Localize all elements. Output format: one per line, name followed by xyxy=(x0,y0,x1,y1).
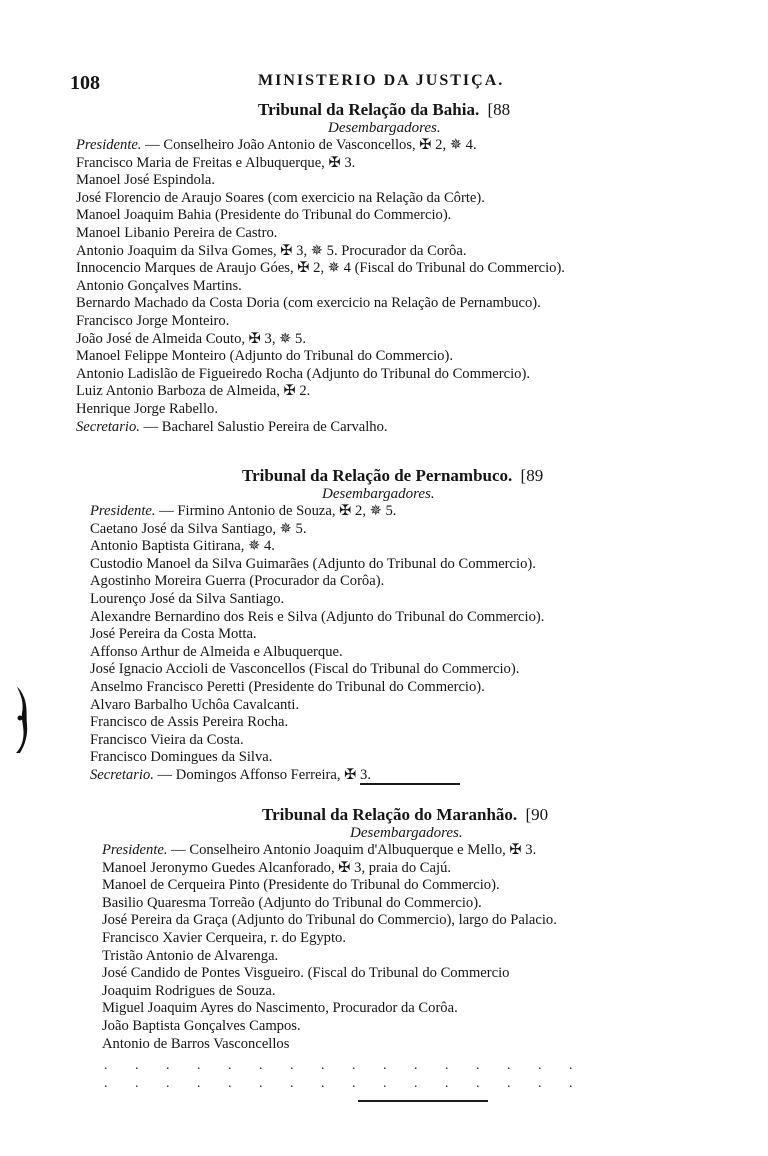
entry-text: Antonio de Barros Vasconcellos xyxy=(102,1035,290,1052)
member-entry xyxy=(90,644,768,662)
section-subtitle: Desembargadores. xyxy=(350,825,463,841)
entry-role-label: Secretario. xyxy=(90,766,154,783)
member-entry xyxy=(90,591,768,609)
entry-text: Lourenço José da Silva Santiago. xyxy=(90,590,285,607)
member-entry xyxy=(102,948,768,966)
entry-text: Francisco de Assis Pereira Rocha. xyxy=(90,714,289,731)
member-entry xyxy=(76,207,768,225)
member-entry xyxy=(76,383,768,401)
entry-text: Manoel Joaquim Bahia (Presidente do Tribunal do Commercio). xyxy=(76,207,452,224)
entry-role-label: Presidente. xyxy=(102,842,168,858)
entry-text: Basilio Quaresma Torreão (Adjunto do Tribunal do Commercio). xyxy=(102,894,482,911)
member-entry xyxy=(90,573,768,591)
ink-mark xyxy=(8,685,34,755)
section-title xyxy=(90,466,768,486)
entry-role-label: Presidente. xyxy=(76,137,142,153)
section-bahia xyxy=(76,100,768,436)
entry-text: Alvaro Barbalho Uchôa Cavalcanti. xyxy=(90,696,300,713)
section-pernambuco xyxy=(90,466,768,785)
entry-text: Francisco Domingues da Silva. xyxy=(90,749,273,766)
entry-text: — Bacharel Salustio Pereira de Carvalho. xyxy=(139,418,388,435)
entry-text: Antonio Gonçalves Martins. xyxy=(76,277,242,294)
entry-text: José Pereira da Costa Motta. xyxy=(90,626,257,643)
member-entry xyxy=(76,155,768,173)
member-entry xyxy=(76,190,768,208)
member-entry xyxy=(102,965,768,983)
page-number: 108 xyxy=(70,72,100,94)
entry-text: Bernardo Machado da Costa Doria (com exercicio na Relação de Pernambuco). xyxy=(76,295,541,312)
member-entry xyxy=(102,1000,768,1018)
member-entry xyxy=(102,1036,768,1054)
section-maranhao xyxy=(102,805,768,1053)
entry-text: Antonio Baptista Gitirana, ✵ 4. xyxy=(90,538,275,555)
member-entry xyxy=(90,679,768,697)
member-entry xyxy=(90,538,768,556)
entry-text: Francisco Xavier Cerqueira, r. do Egypto. xyxy=(102,929,346,946)
section-subtitle: Desembargadores. xyxy=(328,120,441,136)
member-entry xyxy=(102,860,768,878)
entry-text: — Firmino Antonio de Souza, ✠ 2, ✵ 5. xyxy=(155,503,397,519)
member-entry xyxy=(76,295,768,313)
entry-text: José Pereira da Graça (Adjunto do Tribunal do Commercio), largo do Palacio. xyxy=(102,912,557,929)
entry-text: Luiz Antonio Barboza de Almeida, ✠ 2. xyxy=(76,383,311,400)
section-number: [89 xyxy=(520,466,544,485)
entry-text: Alexandre Bernardino dos Reis e Silva (Adjunto do Tribunal do Commercio). xyxy=(90,608,545,625)
member-entry xyxy=(102,912,768,930)
member-entry xyxy=(76,313,768,331)
closing-rule xyxy=(358,1100,488,1102)
leader-dots: . . . . . . . . . . . . . . . . xyxy=(104,1058,585,1073)
section-title-text: Tribunal da Relação de Pernambuco. xyxy=(242,466,513,485)
section-title-text: Tribunal da Relação do Maranhão. xyxy=(262,805,518,824)
entry-text: Francisco Jorge Monteiro. xyxy=(76,312,230,329)
entry-role-label: Secretario. xyxy=(76,418,140,435)
secretary-entry xyxy=(90,767,768,785)
entry-text: José Candido de Pontes Visgueiro. (Fiscal do Tribunal do Commercio xyxy=(102,965,510,982)
entry-list xyxy=(90,503,768,785)
entry-text: Miguel Joaquim Ayres do Nascimento, Procurador da Corôa. xyxy=(102,1000,458,1017)
member-entry xyxy=(90,749,768,767)
entry-text: Manoel Libanio Pereira de Castro. xyxy=(76,224,278,241)
section-title-text: Tribunal da Relação da Bahia. xyxy=(258,100,480,119)
member-entry xyxy=(76,225,768,243)
member-entry xyxy=(76,366,768,384)
section-subtitle: Desembargadores. xyxy=(322,486,435,502)
entry-text: Caetano José da Silva Santiago, ✵ 5. xyxy=(90,520,307,537)
member-entry xyxy=(102,930,768,948)
entry-text: Affonso Arthur de Almeida e Albuquerque. xyxy=(90,643,343,660)
member-entry xyxy=(90,556,768,574)
section-title xyxy=(102,805,768,825)
member-entry xyxy=(76,260,768,278)
member-entry xyxy=(90,609,768,627)
entry-text: — Conselheiro João Antonio de Vasconcellos, ✠ 2, ✵ 4. xyxy=(141,137,477,153)
member-entry xyxy=(102,1018,768,1036)
entry-text: Henrique Jorge Rabello. xyxy=(76,400,218,417)
entry-text: Innocencio Marques de Araujo Góes, ✠ 2, ✵ 4 (Fiscal do Tribunal do Commercio). xyxy=(76,260,565,277)
entry-list xyxy=(76,137,768,436)
entry-text: Agostinho Moreira Guerra (Procurador da Corôa). xyxy=(90,573,385,590)
member-entry xyxy=(76,243,768,261)
entry-text: José Ignacio Accioli de Vasconcellos (Fiscal do Tribunal do Commercio). xyxy=(90,661,520,678)
entry-text: Manoel Jeronymo Guedes Alcanforado, ✠ 3, praia do Cajú. xyxy=(102,859,452,876)
member-entry xyxy=(76,172,768,190)
president-entry xyxy=(102,842,768,860)
entry-role-label: Presidente. xyxy=(90,503,156,519)
entry-text: Tristão Antonio de Alvarenga. xyxy=(102,947,279,964)
entry-text: Joaquim Rodrigues de Souza. xyxy=(102,982,276,999)
section-title xyxy=(76,100,768,120)
member-entry xyxy=(90,732,768,750)
entry-text: Antonio Joaquim da Silva Gomes, ✠ 3, ✵ 5. Procurador da Corôa. xyxy=(76,242,467,259)
president-entry xyxy=(90,503,768,521)
entry-text: Francisco Maria de Freitas e Albuquerque, ✠ 3. xyxy=(76,154,356,171)
entry-text: Manoel de Cerqueira Pinto (Presidente do Tribunal do Commercio). xyxy=(102,877,500,894)
leader-dots: . . . . . . . . . . . . . . . . xyxy=(104,1076,585,1091)
member-entry xyxy=(76,331,768,349)
entry-text: João José de Almeida Couto, ✠ 3, ✵ 5. xyxy=(76,330,306,347)
member-entry xyxy=(76,401,768,419)
entry-text: Manoel José Espindola. xyxy=(76,172,216,189)
entry-list xyxy=(102,842,768,1053)
section-number: [88 xyxy=(487,100,511,119)
entry-text: — Domingos Affonso Ferreira, ✠ 3. xyxy=(153,766,371,783)
secretary-entry xyxy=(76,419,768,437)
president-entry xyxy=(76,137,768,155)
entry-text: Manoel Felippe Monteiro (Adjunto do Tribunal do Commercio). xyxy=(76,348,453,365)
member-entry xyxy=(90,521,768,539)
section-rule xyxy=(360,783,460,785)
entry-text: José Florencio de Araujo Soares (com exercicio na Relação da Côrte). xyxy=(76,189,485,206)
member-entry xyxy=(90,661,768,679)
member-entry xyxy=(102,983,768,1001)
running-title: MINISTERIO DA JUSTIÇA. xyxy=(258,72,505,89)
entry-text: Anselmo Francisco Peretti (Presidente do Tribunal do Commercio). xyxy=(90,678,485,695)
section-number: [90 xyxy=(525,805,549,824)
entry-text: Antonio Ladislão de Figueiredo Rocha (Adjunto do Tribunal do Commercio). xyxy=(76,365,530,382)
member-entry xyxy=(102,877,768,895)
member-entry xyxy=(76,348,768,366)
member-entry xyxy=(90,697,768,715)
entry-text: Francisco Vieira da Costa. xyxy=(90,731,244,748)
member-entry xyxy=(76,278,768,296)
entry-text: — Conselheiro Antonio Joaquim d'Albuquerque e Mello, ✠ 3. xyxy=(167,842,537,858)
member-entry xyxy=(90,626,768,644)
member-entry xyxy=(90,714,768,732)
member-entry xyxy=(102,895,768,913)
entry-text: Custodio Manoel da Silva Guimarães (Adjunto do Tribunal do Commercio). xyxy=(90,555,536,572)
entry-text: João Baptista Gonçalves Campos. xyxy=(102,1017,301,1034)
